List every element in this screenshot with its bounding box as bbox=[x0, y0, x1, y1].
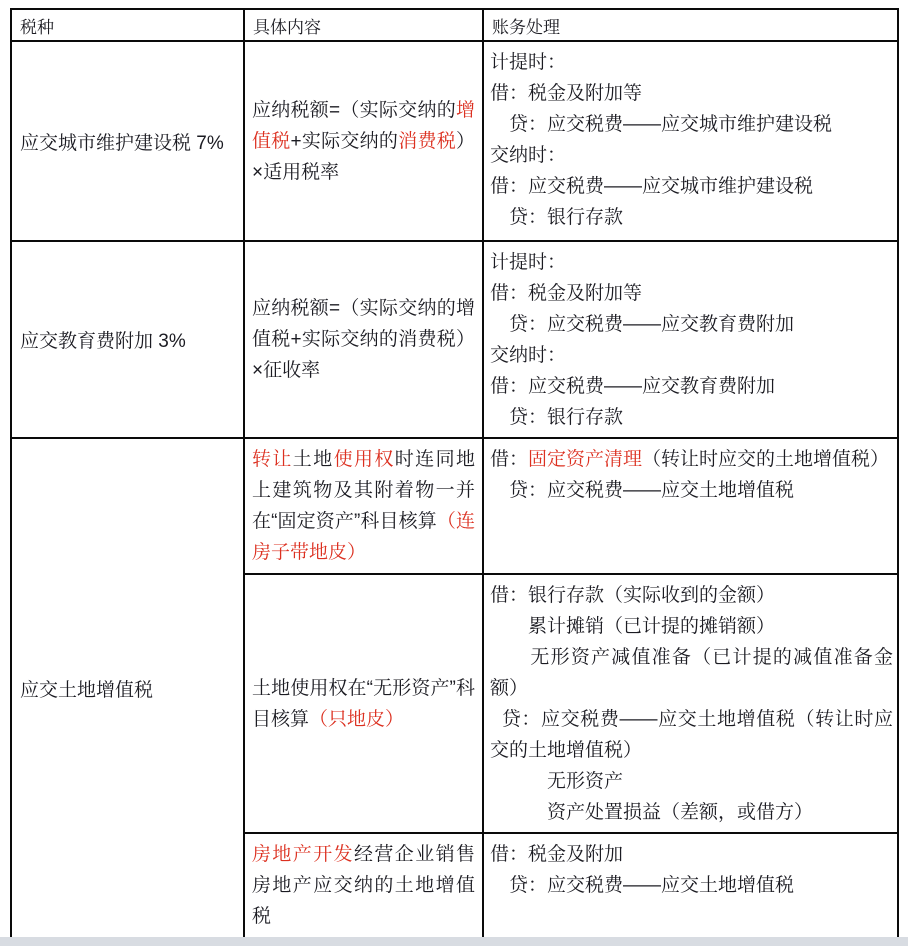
cell-land-sub1-content bbox=[244, 438, 483, 574]
text-line: 计提时： bbox=[490, 52, 567, 73]
table-header bbox=[11, 9, 898, 41]
cell-land-tax-name: 应交土地增值税 bbox=[11, 438, 244, 938]
text-line: 借：应交税费——应交教育费附加 bbox=[490, 376, 776, 397]
text-line: 借：税金及附加等 bbox=[490, 283, 643, 304]
cell-land-sub1-accounting bbox=[483, 438, 898, 574]
row-city-tax bbox=[11, 41, 898, 241]
text-line: 计提时： bbox=[490, 252, 567, 273]
text-line: 应纳税额=（实际交纳的增值税+实际交纳的消费税）×适用税率 bbox=[252, 99, 475, 183]
header-tax-type: 税种 bbox=[11, 9, 244, 41]
text-line: 借：税金及附加等 bbox=[490, 83, 643, 104]
text-line: 贷：应交税费——应交城市维护建设税 bbox=[490, 114, 833, 135]
text-line: 贷：应交税费——应交土地增值税 bbox=[490, 480, 795, 501]
text-line: 贷：应交税费——应交教育费附加 bbox=[490, 314, 795, 335]
text-line: 房地产开发经营企业销售房地产应交纳的土地增值税 bbox=[252, 844, 475, 927]
header-content: 具体内容 bbox=[244, 9, 483, 41]
text-line: 土地使用权在“无形资产”科目核算（只地皮） bbox=[252, 677, 475, 730]
header-treatment: 账务处理 bbox=[483, 9, 898, 41]
cell-land-sub2-content bbox=[244, 574, 483, 833]
text-line: 无形资产减值准备（已计提的减值准备金额） bbox=[490, 647, 893, 699]
text-line: 应纳税额=（实际交纳的增值税+实际交纳的消费税）×征收率 bbox=[252, 298, 475, 381]
text-line: 贷：银行存款 bbox=[490, 207, 624, 228]
header-row bbox=[11, 9, 898, 41]
cell-city-tax-name: 应交城市维护建设税 7% bbox=[11, 41, 244, 241]
text-line: 转让土地使用权时连同地上建筑物及其附着物一并在“固定资产”科目核算（连房子带地皮） bbox=[252, 449, 475, 563]
text-line: 借：税金及附加 bbox=[490, 844, 624, 865]
text-line: 贷：应交税费——应交土地增值税（转让时应交的土地增值税） bbox=[490, 709, 893, 761]
text-line: 交纳时： bbox=[490, 345, 567, 366]
cell-land-sub3-accounting bbox=[483, 833, 898, 938]
cell-land-sub3-content bbox=[244, 833, 483, 938]
text-line: 贷：应交税费——应交土地增值税 bbox=[490, 875, 795, 896]
cell-city-tax-content bbox=[244, 41, 483, 241]
row-education-surcharge bbox=[11, 241, 898, 438]
text-line: 无形资产 bbox=[490, 771, 624, 792]
cell-education-accounting bbox=[483, 241, 898, 438]
text-line: 借：应交税费——应交城市维护建设税 bbox=[490, 176, 814, 197]
cell-city-tax-accounting bbox=[483, 41, 898, 241]
text-line: 交纳时： bbox=[490, 145, 567, 166]
cell-education-content bbox=[244, 241, 483, 438]
text-line: 借：银行存款（实际收到的金额） bbox=[490, 585, 776, 606]
row-land-tax-sub1 bbox=[11, 438, 898, 574]
page-bottom-strip bbox=[0, 937, 908, 946]
text-line: 借：固定资产清理（转让时应交的土地增值税） bbox=[490, 449, 890, 470]
text-line: 贷：银行存款 bbox=[490, 407, 624, 428]
table-body bbox=[11, 41, 898, 938]
cell-land-sub2-accounting bbox=[483, 574, 898, 833]
text-line: 资产处置损益（差额，或借方） bbox=[490, 802, 814, 823]
tax-accounting-table bbox=[10, 8, 899, 939]
text-line: 累计摊销（已计提的摊销额） bbox=[490, 616, 776, 637]
cell-education-name: 应交教育费附加 3% bbox=[11, 241, 244, 438]
